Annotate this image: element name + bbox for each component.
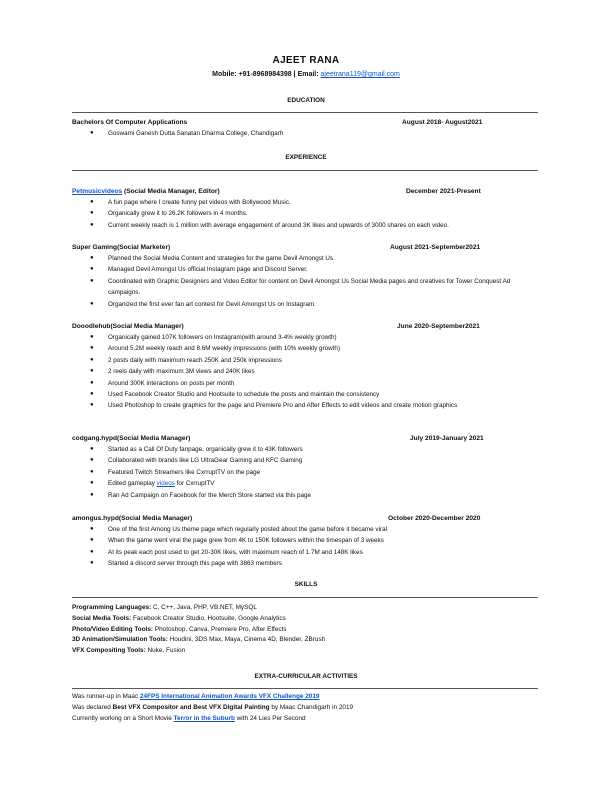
list-item: ● Planned the Social Media Content and strategies for the game Devil Amongst Us. (72, 253, 538, 264)
company-link[interactable]: Petmusicvideos (72, 188, 123, 195)
job-dates: June 2020-September2021 (397, 323, 480, 330)
bullet-icon: ● (90, 491, 94, 498)
job-bullets (72, 197, 538, 231)
list-item: ● At its peak each post used to get 20-30K likes, with maximum reach of 1.7M and 148K likes (72, 547, 538, 558)
section-title-education: EDUCATION (287, 97, 325, 104)
videos-link[interactable]: videos (156, 480, 175, 488)
email-label: Email: (297, 71, 321, 78)
list-item: ● 2 reels daily with maximum 3M views and 240K likes (72, 366, 538, 377)
bullet-icon: ● (90, 277, 94, 284)
award-link[interactable]: 24FPS International Animation Awards VFX Challenge 2019 (139, 693, 320, 700)
job-entry-dooodlehub (72, 323, 538, 412)
job-bullets (72, 332, 538, 412)
list-item: ● A fun page where I create funny pet videos with Bollywood Music. (72, 197, 538, 208)
list-item: ● Used Facebook Creator Studio and Hootsuite to schedule the posts and maintain the consistency (72, 389, 538, 400)
bullet-icon: ● (90, 446, 94, 452)
list-item: ● Collaborated with brands like LG UltraGear Gaming and KFC Gaming (72, 455, 538, 466)
bullet-icon: ● (90, 526, 94, 532)
bullet-icon: ● (90, 560, 94, 567)
skill-line: Photo/Video Editing Tools: Photoshop, Canva, Premiere Pro, After Effects (72, 625, 287, 633)
skill-line: VFX Compositing Tools: Nuke, Fusion (72, 647, 186, 655)
bullet-icon: ● (90, 391, 94, 398)
job-title: codgang.hypd(Social Media Manager) (72, 435, 191, 442)
bullet-icon: ● (90, 402, 94, 409)
list-item (72, 478, 538, 489)
divider (72, 597, 538, 598)
contact-line (0, 71, 612, 78)
skills-list (72, 603, 538, 657)
list-item: ● Organically grew it to 26.2K followers in 4 months. (72, 208, 538, 219)
bullet-icon: ● (90, 221, 94, 228)
bullet-icon: ● (90, 210, 94, 217)
college-name: Goswami Ganesh Dutta Sanatan Dharma College, Chandigarh (108, 130, 284, 137)
list-item: ● Around 300K interactions on posts per month (72, 378, 538, 389)
education-entry (72, 119, 538, 139)
skill-line: 3D Animation/Simulation Tools: Houdini, 3DS Max, Maya, Cinema 4D, Blender, ZBrush (72, 636, 326, 644)
list-item: ● When the game went viral the page grew from 4K to 150K followers within the timespan of 3 weeks (72, 535, 538, 546)
edited-gameplay-line: Edited gameplay videos for CxrruptTV (108, 480, 215, 488)
activity-line: Was declared Best VFX Compositor and Best VFX Digital Painting by Maac Chandigarh in 2019 (72, 703, 354, 711)
divider (72, 170, 538, 171)
bullet-icon: ● (90, 334, 94, 340)
list-item: ● Current weekly reach is 1 million with average engagement of around 3K likes and upwards of 3000 shares on each video. (72, 220, 538, 231)
section-title-extra-curricular: EXTRA-CURRICULAR ACTIVITIES (254, 673, 358, 680)
job-title: Dooodlehub(Social Media Manager) (72, 323, 184, 330)
list-item: ● Organized the first ever fan art contest for Devil Amongst Us on Instagram. (72, 299, 538, 310)
list-item (72, 128, 538, 139)
section-title-experience: EXPERIENCE (285, 154, 327, 161)
bullet-icon: ● (90, 468, 94, 475)
email-link[interactable]: ajeetrana119@gmail.com (320, 71, 400, 78)
list-item: ● Started as a Call Of Duty fanpage, organically grew it to 43K followers (72, 444, 538, 455)
job-dates: July 2019-January 2021 (410, 435, 484, 442)
list-item: ● Organically gained 107K followers on Instagram(with around 3-4% weekly growth) (72, 332, 538, 343)
bullet-icon: ● (90, 537, 94, 544)
skill-line: Programming Languages: C, C++, Java, PHP, VB.NET, MySQL (72, 604, 257, 611)
bullet-icon: ● (90, 345, 94, 352)
list-item: ● Coordinated with Graphic Designers and Video Editor for content on Devil Amongst Us Social Media pages and creatives for Tower Conquest Ad campaigns. (90, 277, 511, 297)
job-title: amongus.hypd(Social Media Manager) (72, 515, 193, 522)
divider (72, 112, 538, 113)
activity-line: Was runner-up in Maac 24FPS International Animation Awards VFX Challenge 2019 (72, 693, 320, 700)
list-item: ● Used Photoshop to create graphics for the page and Premiere Pro and After Effects to edit videos and create motion graphics (72, 400, 538, 411)
extra-curricular-list (72, 692, 538, 724)
bullet-icon: ● (90, 457, 94, 464)
job-role: (Social Media Manager, Editor) (122, 188, 220, 195)
education-details (72, 128, 538, 139)
bullet-icon: ● (90, 266, 94, 273)
bullet-icon: ● (90, 368, 94, 375)
bullet-icon: ● (90, 199, 94, 205)
job-entry-amongus (72, 515, 538, 570)
bullet-icon: ● (90, 548, 94, 555)
activity-line: Currently working on a Short Movie Terror in the Suburb with 24 Lies Per Second (72, 714, 306, 722)
bullet-icon: ● (90, 130, 94, 136)
job-bullets (72, 524, 538, 570)
list-item: ● One of the first Among Us theme page which regularly posted about the game before it became viral (72, 524, 538, 535)
bullet-icon: ● (90, 300, 94, 307)
section-title-skills: SKILLS (294, 581, 318, 588)
bullet-icon: ● (90, 480, 94, 487)
list-item: ● 2 posts daily with maximum reach 250K and 250k impressions (72, 355, 538, 366)
job-dates: August 2021-September2021 (390, 244, 481, 251)
divider (72, 688, 538, 689)
mobile-number: Mobile: +91-8968984398 (212, 71, 292, 78)
bullet-icon: ● (90, 255, 94, 261)
job-bullets (72, 444, 538, 501)
education-dates: August 2018- August2021 (402, 119, 483, 126)
list-item: ● Featured Twitch Streamers like CxrruptTV on the page (72, 467, 538, 478)
list-item: ● Managed Devil Amongst Us official Instagram page and Discord Server. (72, 264, 538, 275)
skill-line: Social Media Tools: Facebook Creator Studio, Hootsuite, Google Analytics (72, 614, 286, 622)
job-entry-petmusicvideos (72, 188, 538, 231)
bullet-icon: ● (90, 356, 94, 363)
list-item: ● Started a discord server through this page with 3863 members (72, 558, 538, 569)
job-title: Super Gaming(Social Marketer) (72, 244, 171, 251)
bullet-icon: ● (90, 379, 94, 386)
list-item: ● Around 5.2M weekly reach and 8.6M weekly impressions (with 10% weekly growth) (72, 343, 538, 354)
job-dates: December 2021-Present (406, 188, 481, 195)
job-bullets (72, 253, 538, 310)
degree-title: Bachelors Of Computer Applications (72, 119, 188, 126)
job-entry-codgang (72, 435, 538, 501)
movie-link[interactable]: Terror in the Suburb (173, 714, 235, 722)
job-dates: October 2020-December 2020 (388, 515, 481, 522)
applicant-name: AJEET RANA (272, 55, 340, 66)
contact-separator: | (291, 71, 298, 78)
job-entry-super-gaming (72, 244, 538, 310)
list-item: ● Ran Ad Campaign on Facebook for the Merch Store started via this page (72, 490, 538, 501)
